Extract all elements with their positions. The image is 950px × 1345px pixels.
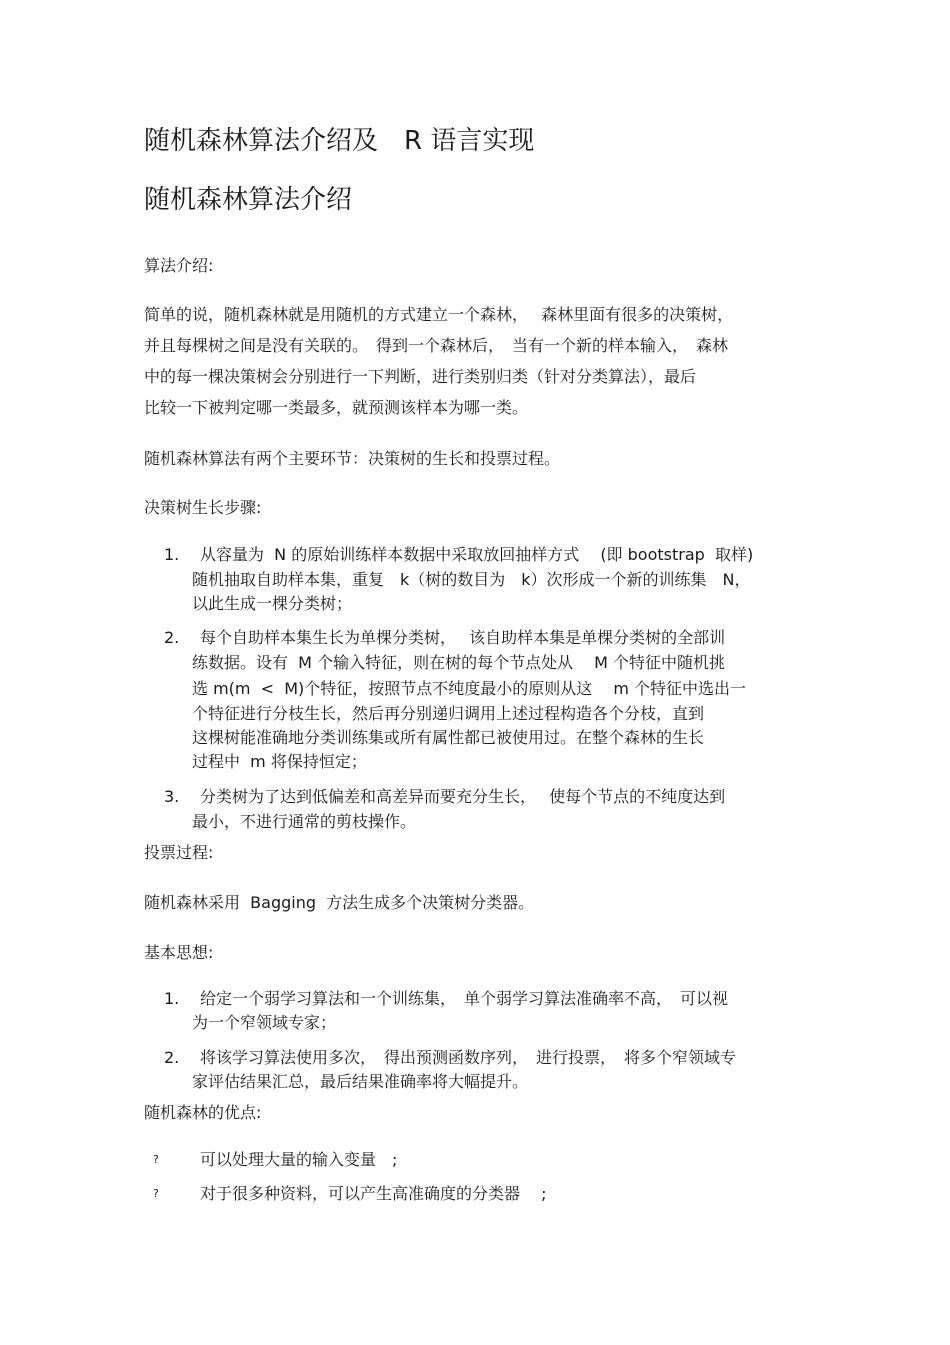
intro-line: 中的每一棵决策树会分别进行一下判断，进行类别归类（针对分类算法），最后 — [144, 367, 697, 386]
list-number: 3. — [164, 787, 180, 806]
list-item-line: 个特征进行分枝生长，然后再分别递归调用上述过程构造各个分枝，直到 — [192, 704, 705, 723]
list-number: 1. — [164, 545, 180, 564]
two-steps-paragraph: 随机森林算法有两个主要环节：决策树的生长和投票过程。 — [144, 449, 561, 468]
list-item-line: 家评估结果汇总，最后结果准确率将大幅提升。 — [192, 1072, 529, 1091]
intro-line: 比较一下被判定哪一类最多，就预测该样本为哪一类。 — [144, 398, 529, 417]
advantages-label: 随机森林的优点: — [144, 1103, 262, 1122]
list-item: 对于很多种资料，可以产生高准确度的分类器 ; — [200, 1184, 547, 1203]
intro-line: 简单的说，随机森林就是用随机的方式建立一个森林， 森林里面有很多的决策树， — [144, 305, 734, 324]
document-title: 随机森林算法介绍及 R 语言实现 — [144, 126, 535, 156]
bagging-paragraph: 随机森林采用 Bagging 方法生成多个决策树分类器。 — [144, 893, 535, 912]
list-item-line: 为一个窄领域专家； — [192, 1013, 337, 1032]
list-item-line: 以此生成一棵分类树； — [192, 594, 353, 613]
list-item-line: 这棵树能准确地分类训练集或所有属性都已被使用过。在整个森林的生长 — [192, 728, 705, 747]
section-heading: 随机森林算法介绍 — [144, 185, 353, 215]
idea-label: 基本思想: — [144, 943, 214, 962]
list-item-line: 最小，不进行通常的剪枝操作。 — [192, 812, 417, 831]
bullet-marker: ? — [153, 1153, 159, 1166]
list-number: 1. — [164, 989, 180, 1008]
list-item-line: 过程中 m 将保持恒定； — [192, 752, 367, 771]
list-item-line: 选 m(m < M)个特征，按照节点不纯度最小的原则从这 m 个特征中选出一 — [192, 679, 747, 698]
list-number: 2. — [164, 628, 180, 647]
intro-line: 并且每棵树之间是没有关联的。 得到一个森林后， 当有一个新的样本输入， 森林 — [144, 336, 729, 355]
list-item-line: 给定一个弱学习算法和一个训练集， 单个弱学习算法准确率不高， 可以视 — [200, 989, 729, 1008]
list-item-line: 从容量为 N 的原始训练样本数据中采取放回抽样方式 (即 bootstrap 取样) — [200, 545, 754, 564]
bullet-marker: ? — [153, 1187, 159, 1200]
vote-label: 投票过程: — [144, 843, 214, 862]
growth-label: 决策树生长步骤: — [144, 498, 262, 517]
list-number: 2. — [164, 1048, 180, 1067]
list-item: 可以处理大量的输入变量 ; — [200, 1150, 398, 1169]
list-item-line: 分类树为了达到低偏差和高差异而要充分生长， 使每个节点的不纯度达到 — [200, 787, 726, 806]
list-item-line: 练数据。设有 M 个输入特征，则在树的每个节点处从 M 个特征中随机挑 — [192, 653, 726, 672]
list-item-line: 随机抽取自助样本集，重复 k（树的数目为 k）次形成一个新的训练集 N， — [192, 570, 751, 589]
list-item-line: 将该学习算法使用多次， 得出预测函数序列， 进行投票， 将多个窄领域专 — [200, 1048, 737, 1067]
intro-label: 算法介绍: — [144, 256, 214, 275]
list-item-line: 每个自助样本集生长为单棵分类树， 该自助样本集是单棵分类树的全部训 — [200, 628, 726, 647]
